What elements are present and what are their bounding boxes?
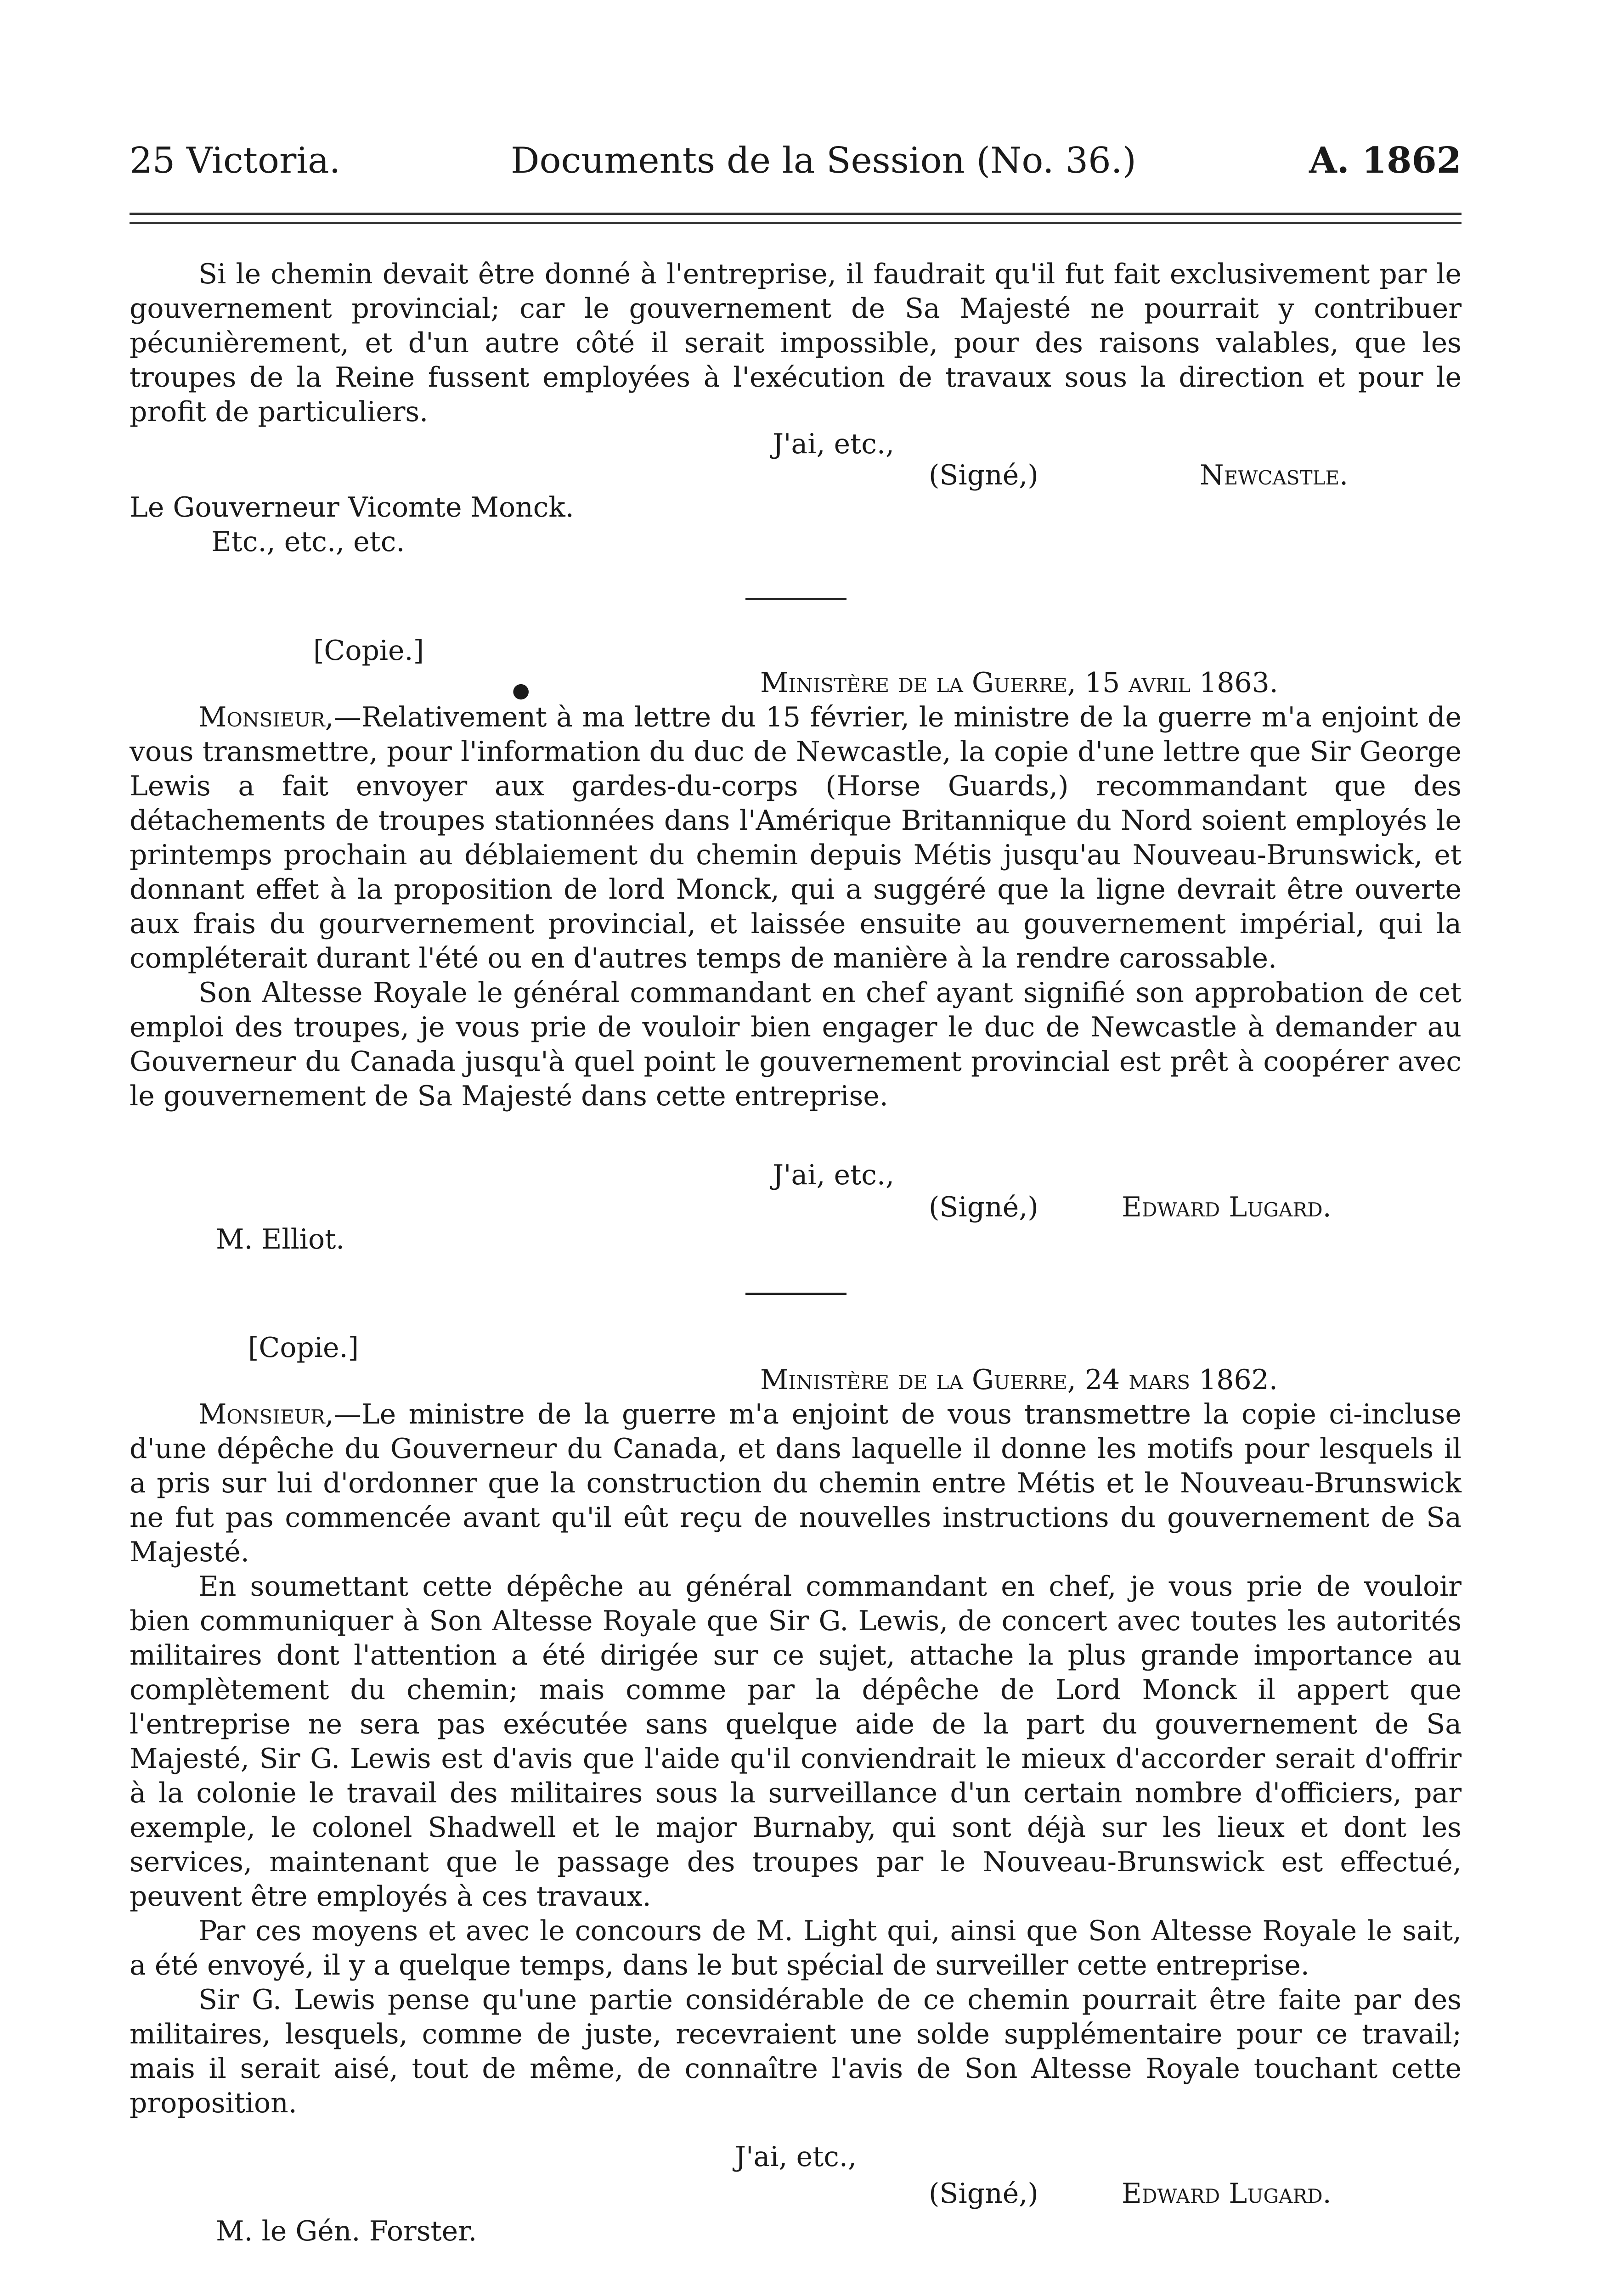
header-right: A. 1862 bbox=[1309, 140, 1462, 181]
letter3-signed: (Signé,) bbox=[929, 2178, 1038, 2210]
letter2-paragraph-2: Son Altesse Royale le général commandant en chef ayant signifié son approbation de cet emploi des troupes, je vous prie de vouloir bien engager le duc de Newcastle à demander au Gouverneur du Canada jusqu'à quel point le gouvernement provincial est prêt à coopérer avec le gouvernement de Sa Majesté dans cette entreprise. bbox=[130, 977, 1462, 1112]
separator-1 bbox=[745, 598, 846, 600]
letter1-body bbox=[130, 257, 1462, 429]
letter2-signer: Edward Lugard. bbox=[1122, 1191, 1332, 1223]
letter3-paragraph-3: Par ces moyens et avec le concours de M. Light qui, ainsi que Son Altesse Royale le sait, a été envoyé, il y a quelque temps, dans le but spécial de surveiller cette entreprise. bbox=[130, 1915, 1462, 1981]
letter3-paragraph-2: En soumettant cette dépêche au général commandant en chef, je vous prie de vouloir bien communiquer à Son Altesse Royale que Sir G. Lewis, de concert avec toutes les autorités militaires dont l'attention a été dirigée sur ce sujet, attache la plus grande importance au complètement du chemin; mais comme par la dépêche de Lord Monck il appert que l'entreprise ne sera pas exécutée sans quelque aide de la part du gouvernement de Sa Majesté, Sir G. Lewis est d'avis que l'aide qu'il conviendrait le mieux d'accorder serait d'offrir à la colonie le travail des militaires sous la surveillance d'un certain nombre d'officiers, par exemple, le colonel Shadwell et le major Burnaby, qui sont déjà sur les lieux et dont les services, maintenant que le passage des troupes par le Nouveau-Brunswick est effectué, peuvent être employés à ces travaux. bbox=[130, 1570, 1462, 1913]
running-header bbox=[130, 133, 1462, 188]
header-center: Documents de la Session (No. 36.) bbox=[511, 140, 1136, 181]
letter1-signer: Newcastle. bbox=[1200, 459, 1349, 491]
letter3-paragraph-1-text: —Le ministre de la guerre m'a enjoint de vous transmettre la copie ci-incluse d'une dépêche du Gouverneur du Canada, et dans laquelle il donne les motifs pour lesquels il a pris sur lui d'ordonner que la construction du chemin entre Métis et le Nouveau-Brunswick ne fut pas commencée avant qu'il eût reçu de nouvelles instructions du gouvernement de Sa Majesté. bbox=[130, 1398, 1462, 1568]
letter2-addressee: M. Elliot. bbox=[216, 1223, 345, 1255]
letter3-signer: Edward Lugard. bbox=[1122, 2178, 1332, 2210]
letter2-signed: (Signé,) bbox=[929, 1191, 1038, 1223]
letter2-body bbox=[130, 700, 1462, 1114]
letter2-salutation: Monsieur, bbox=[198, 701, 334, 733]
letter3-body bbox=[130, 1397, 1462, 2121]
letter3-copy-label: [Copie.] bbox=[248, 1332, 359, 1364]
letter2-paragraph-1 bbox=[130, 700, 1462, 976]
header-rule-top bbox=[130, 213, 1462, 215]
letter1-signed: (Signé,) bbox=[929, 459, 1038, 491]
letter3-paragraph-4: Sir G. Lewis pense qu'une partie considérable de ce chemin pourrait être faite par des militaires, lesquels, comme de juste, recevraient une solde supplémentaire pour ce travail; mais il serait aisé, tout de même, de connaître l'avis de Son Altesse Royale touchant cette proposition. bbox=[130, 1984, 1462, 2119]
letter3-paragraph-1 bbox=[130, 1397, 1462, 1570]
header-rule-bottom bbox=[130, 222, 1462, 224]
letter3-closing: J'ai, etc., bbox=[735, 2141, 857, 2173]
letter1-addressee-etc: Etc., etc., etc. bbox=[211, 526, 405, 558]
letter1-closing: J'ai, etc., bbox=[773, 428, 895, 460]
letter2-copy-label: [Copie.] bbox=[313, 635, 424, 667]
letter1-paragraph: Si le chemin devait être donné à l'entreprise, il faudrait qu'il fut fait exclusivement par le gouvernement provincial; car le gouvernement de Sa Majesté ne pourrait y contribuer pécunièrement, et d'un autre côté il serait impossible, pour des raisons valables, que les troupes de la Reine fussent employées à l'exécution de travaux sous la direction et pour le profit de particuliers. bbox=[130, 258, 1462, 428]
header-left: 25 Victoria. bbox=[130, 140, 341, 181]
letter2-closing: J'ai, etc., bbox=[773, 1159, 895, 1191]
letter3-dateline: Ministère de la Guerre, 24 mars 1862. bbox=[760, 1364, 1278, 1396]
letter3-addressee: M. le Gén. Forster. bbox=[216, 2215, 477, 2247]
letter2-dateline: Ministère de la Guerre, 15 avril 1863. bbox=[760, 667, 1278, 699]
printer-mark: ● bbox=[512, 679, 530, 702]
separator-2 bbox=[745, 1293, 846, 1295]
letter3-salutation: Monsieur, bbox=[198, 1398, 334, 1430]
letter1-addressee: Le Gouverneur Vicomte Monck. bbox=[130, 491, 574, 523]
letter2-paragraph-1-text: —Relativement à ma lettre du 15 février, le ministre de la guerre m'a enjoint de vous transmettre, pour l'information du duc de Newcastle, la copie d'une lettre que Sir George Lewis a fait envoyer aux gardes-du-corps (Horse Guards,) recommandant que des détachements de troupes stationnées dans l'Amérique Britannique du Nord soient employés le printemps prochain au déblaiement du chemin depuis Métis jusqu'au Nouveau-Brunswick, et donnant effet à la proposition de lord Monck, qui a suggéré que la ligne devrait être ouverte aux frais du gourvernement provincial, et laissée ensuite au gouvernement impérial, qui la compléterait durant l'été ou en d'autres temps de manière à la rendre carossable. bbox=[130, 701, 1462, 974]
